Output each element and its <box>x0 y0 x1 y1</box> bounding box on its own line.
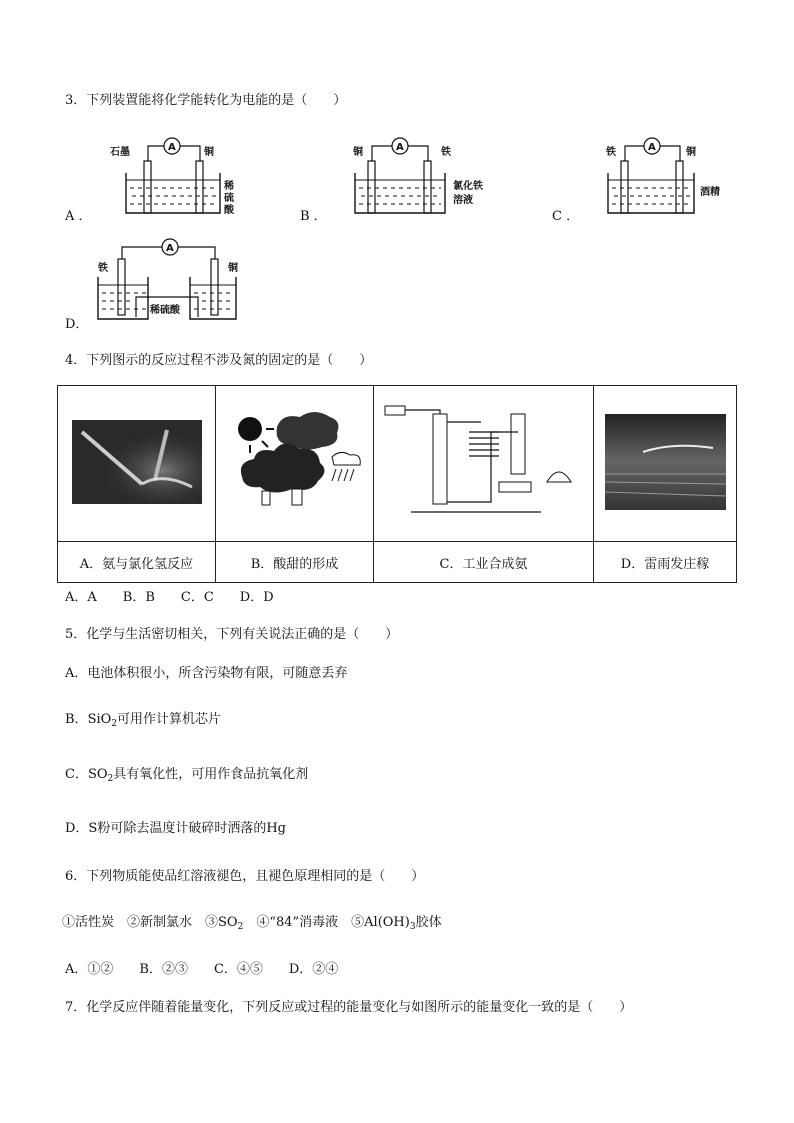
question-3-stem: 3．下列装置能将化学能转化为电能的是（ ） <box>65 93 347 108</box>
svg-text:稀: 稀 <box>224 181 234 192</box>
q3a-left-electrode-label: 石墨 <box>110 147 130 158</box>
q4-image-c <box>374 386 594 542</box>
q3b-left-electrode-label: 铜 <box>353 147 363 158</box>
q3d-left-electrode-label: 铁 <box>98 263 108 274</box>
svg-text:A: A <box>168 142 176 153</box>
svg-text:稀硫酸: 稀硫酸 <box>150 305 180 316</box>
q4-caption-c: C．工业合成氨 <box>374 542 594 583</box>
q3-option-b-letter: B ． <box>300 209 327 224</box>
q4-image-d <box>594 386 737 542</box>
q3-option-d-letter: D． <box>65 317 89 332</box>
q5-option-a: A．电池体积很小，所含污染物有限，可随意丢弃 <box>65 666 348 681</box>
q5-option-b: B．SiO$_2$可用作计算机芯片 <box>65 712 222 729</box>
svg-text:硫: 硫 <box>224 193 234 204</box>
question-6-stem: 6．下列物质能使品红溶液褪色，且褪色原理相同的是（ ） <box>65 869 425 884</box>
question-5-stem: 5．化学与生活密切相关，下列有关说法正确的是（ ） <box>65 627 399 642</box>
q4-caption-a: A．氨与氯化氢反应 <box>58 542 216 583</box>
q6-items: ①活性炭 ②新制氯水 $③SO_2$ ④“84”消毒液 $⑤Al(OH)_3$胶体 <box>62 915 442 932</box>
q4-caption-b: B．酸甜的形成 <box>216 542 374 583</box>
q5-option-c: C．$SO_2$具有氧化性，可用作食品抗氧化剂 <box>65 767 309 784</box>
svg-text:氯化铁: 氯化铁 <box>453 181 483 192</box>
q3b-right-electrode-label: 铁 <box>441 147 451 158</box>
q3-apparatus-a <box>110 133 245 218</box>
q4-answer-options: A．A B．B C．C D．D <box>65 590 274 605</box>
q3-apparatus-d <box>90 235 270 325</box>
question-7-stem: 7．化学反应伴随着能量变化，下列反应或过程的能量变化与如图所示的能量变化一致的是（ ） <box>65 1000 633 1015</box>
q6-answer-options: A．①② B．②③ C．④⑤ D．②④ <box>65 962 339 977</box>
q4-image-a <box>58 386 216 542</box>
question-4-stem: 4．下列图示的反应过程不涉及氮的固定的是（ ） <box>65 353 373 368</box>
q3-option-a-letter: A ． <box>65 209 92 224</box>
q3d-right-electrode-label: 铜 <box>228 263 238 274</box>
q5-option-d: D．S粉可除去温度计破碎时洒落的Hg <box>65 821 286 836</box>
q4-caption-d: D．雷雨发庄稼 <box>594 542 737 583</box>
svg-text:A: A <box>396 142 404 153</box>
q3-option-c-letter: C ． <box>552 209 580 224</box>
svg-text:A: A <box>166 243 174 254</box>
q3-apparatus-b <box>345 133 485 218</box>
q3-apparatus-c <box>600 133 730 218</box>
q3c-left-electrode-label: 铁 <box>606 147 616 158</box>
q4-image-b <box>216 386 374 542</box>
svg-text:酸: 酸 <box>224 205 234 216</box>
svg-text:酒精: 酒精 <box>700 187 720 198</box>
sun-icon <box>238 417 262 441</box>
svg-text:A: A <box>648 142 656 153</box>
q3c-right-electrode-label: 铜 <box>686 147 696 158</box>
q3a-right-electrode-label: 铜 <box>204 147 214 158</box>
q4-image-table <box>57 385 737 583</box>
svg-text:溶液: 溶液 <box>453 195 473 206</box>
